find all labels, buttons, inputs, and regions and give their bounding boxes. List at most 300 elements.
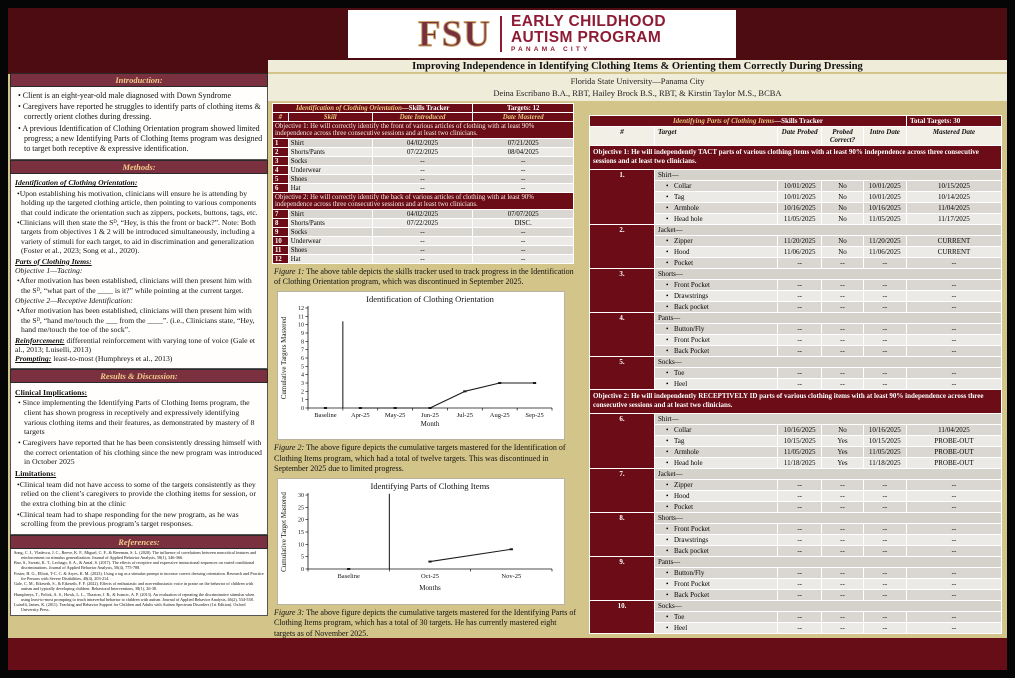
chart-title: Identification of Clothing Orientation — [366, 294, 494, 305]
group-number-cell: 3. — [590, 268, 655, 312]
x-tick-label: Jun-25 — [421, 412, 439, 420]
row-number-cell: 12 — [273, 255, 289, 264]
group-name-cell: Jacket— — [655, 468, 1002, 479]
table-header-row — [590, 127, 1002, 146]
targets-count-cell: Targets: 12 — [473, 104, 574, 113]
probed-correct-cell: -- — [822, 257, 863, 268]
mastered-date-cell: -- — [907, 290, 1002, 301]
row-number-cell: 9 — [273, 228, 289, 237]
bullet-icon: • — [666, 258, 669, 267]
bullet-icon: • — [666, 458, 669, 467]
figure2-chart-box — [277, 291, 565, 440]
right-column — [589, 115, 1003, 663]
intro-date-cell: -- — [863, 257, 906, 268]
y-tick-label: 15 — [298, 530, 304, 537]
row-number-cell: 10 — [273, 237, 289, 246]
mastered-date-cell: PROBE-OUT — [907, 457, 1002, 468]
bullet-icon: • — [666, 579, 669, 588]
objective-row — [273, 122, 574, 139]
row-number-cell: 11 — [273, 246, 289, 255]
date-introduced-cell: -- — [372, 157, 473, 166]
x-tick-label: Nov-25 — [501, 573, 522, 581]
line-label: Prompting: — [15, 354, 52, 364]
y-tick-label: 4 — [301, 373, 304, 380]
date-probed-cell: -- — [778, 490, 822, 501]
target-label: Pocket — [674, 502, 694, 511]
probed-correct-cell: -- — [822, 479, 863, 490]
group-name-cell: Socks— — [655, 600, 1002, 611]
probed-correct-cell: No — [822, 180, 863, 191]
intro-date-cell: -- — [863, 323, 906, 334]
data-point-marker — [498, 382, 501, 384]
mastered-date-cell: PROBE-OUT — [907, 446, 1002, 457]
target-cell — [655, 213, 778, 224]
target-cell — [655, 457, 778, 468]
skill-cell: Shorts/Pants — [288, 219, 372, 228]
bullet-item: •Clinical team had to shape responding for the new program, as he was scrolling from the previous program’s target responses. — [17, 509, 239, 529]
figure3-line-chart — [278, 479, 562, 599]
fsu-logo-letters: FSU — [418, 13, 491, 55]
date-introduced-cell: 07/22/2025 — [372, 219, 473, 228]
table-title-italic: Identification of Clothing Orientation — [295, 104, 402, 112]
intro-date-cell: -- — [863, 534, 906, 545]
x-tick-label: May-25 — [384, 412, 406, 420]
intro-date-cell: -- — [863, 345, 906, 356]
target-cell — [655, 501, 778, 512]
date-mastered-cell: -- — [473, 175, 574, 184]
y-tick-label: 7 — [301, 348, 304, 355]
fsu-logo — [348, 10, 736, 58]
reference-entry: Luiselli, James, K. (2011). Teaching and Behavior Support for Children and Adults with Autism Spectrum Disorders (1st Edition). Oxford University Press. — [14, 602, 246, 612]
reference-entry: Gale, C. M., Eikeseth, S., & Eikeseth, F. F. (2022). Effects of enthusiastic and non-enthusiastic voice in praise on the behavior of children with autism and typically developing children. Behavioral Interventions, 38(1), 26-38. — [14, 581, 254, 592]
date-mastered-cell: 07/21/2025 — [473, 139, 574, 148]
bullet-icon: • — [666, 623, 669, 632]
data-point-marker — [359, 407, 362, 409]
probed-correct-cell: -- — [822, 367, 863, 378]
table-row — [273, 219, 574, 228]
bullet-item: •Clinical team did not have access to some of the targets consistently as they relied on the client’s caregivers to provide the clothing items for session, or the extra clothing bin at the clinic — [17, 479, 256, 509]
bullet-item: •Clinicians will then state the Sᴰ, “Hey, is this the front or back?”. Note: Both targets from objectives 1 & 2 will be introduced simultaneously, including a variety of stimuli for each target, to aid in discrimination and generalization (Foster et al., 2023; Song et al., 2020). — [17, 217, 256, 256]
x-tick-label: Baseline — [314, 412, 337, 420]
target-cell — [655, 367, 778, 378]
date-probed-cell: -- — [778, 501, 822, 512]
date-probed-cell: -- — [778, 378, 822, 389]
references-content — [10, 549, 268, 616]
group-number-cell: 2. — [590, 224, 655, 268]
target-label: Toe — [674, 368, 685, 377]
group-number-cell: 8. — [590, 512, 655, 556]
y-tick-label: 0 — [301, 406, 304, 413]
intro-date-cell: -- — [863, 290, 906, 301]
target-cell — [655, 622, 778, 633]
probed-correct-cell: Yes — [822, 446, 863, 457]
column-header: Date Probed — [778, 127, 822, 146]
data-point-marker — [428, 407, 431, 409]
target-label: Zipper — [674, 480, 693, 489]
data-point-marker — [463, 391, 466, 393]
target-cell — [655, 180, 778, 191]
date-probed-cell: 10/16/2025 — [778, 424, 822, 435]
skill-cell: Hat — [288, 184, 372, 193]
mastered-date-cell: -- — [907, 323, 1002, 334]
date-introduced-cell: -- — [372, 228, 473, 237]
table-row — [273, 255, 574, 264]
target-label: Hood — [674, 491, 690, 500]
probed-correct-cell: -- — [822, 611, 863, 622]
target-cell — [655, 235, 778, 246]
bullet-icon: • — [666, 214, 669, 223]
target-label: Tag — [674, 192, 685, 201]
y-tick-label: 12 — [298, 306, 304, 313]
table-row — [273, 237, 574, 246]
figure1-caption — [274, 267, 576, 287]
intro-date-cell: -- — [863, 378, 906, 389]
section-header-results: Results & Discussion: — [10, 369, 268, 383]
target-cell — [655, 378, 778, 389]
group-number-cell: 7. — [590, 468, 655, 512]
skill-cell: Socks — [288, 157, 372, 166]
bullet-item: •Upon establishing his motivation, clinicians will ensure he is attending by holding up the targeted clothing article, then pointing to various components that could indicate the orientation such as zippers, pockets, buttons, tags, etc. — [17, 188, 258, 217]
target-label: Front Pocket — [674, 280, 710, 289]
group-name-cell: Pants— — [655, 312, 1002, 323]
mastered-date-cell: -- — [907, 279, 1002, 290]
row-number-cell: 3 — [273, 157, 289, 166]
date-probed-cell: -- — [778, 301, 822, 312]
target-cell — [655, 490, 778, 501]
y-tick-label: 11 — [298, 314, 304, 321]
mastered-date-cell: 11/17/2025 — [907, 213, 1002, 224]
y-axis-title: Cumulative Targets Mastered — [280, 317, 288, 400]
probed-correct-cell: -- — [822, 589, 863, 600]
objective-row — [590, 146, 1002, 170]
column-header: # — [273, 113, 289, 122]
poster-slide — [8, 8, 1007, 670]
group-number-cell: 9. — [590, 556, 655, 600]
data-point-marker — [510, 548, 513, 550]
probed-correct-cell: -- — [822, 578, 863, 589]
table-row — [273, 246, 574, 255]
mastered-date-cell: -- — [907, 545, 1002, 556]
objective-line: Objective 1—Tacting: — [15, 265, 83, 275]
group-header-row — [590, 413, 1002, 424]
mastered-date-cell: CURRENT — [907, 246, 1002, 257]
y-tick-label: 0 — [301, 567, 304, 574]
probed-correct-cell: -- — [822, 567, 863, 578]
column-header: Skill — [288, 113, 372, 122]
mastered-date-cell: -- — [907, 622, 1002, 633]
bullet-icon: • — [666, 612, 669, 621]
bullet-icon: • — [666, 203, 669, 212]
intro-date-cell: 10/16/2025 — [863, 424, 906, 435]
date-introduced-cell: 07/22/2025 — [372, 148, 473, 157]
intro-date-cell: -- — [863, 490, 906, 501]
affiliation: Florida State University—Panama City — [570, 76, 705, 86]
y-tick-label: 25 — [298, 505, 304, 512]
intro-date-cell: 11/20/2025 — [863, 235, 906, 246]
skill-cell: Shorts/Pants — [288, 148, 372, 157]
target-label: Heel — [674, 623, 688, 632]
section-header-references: References: — [10, 535, 268, 549]
mastered-date-cell: -- — [907, 567, 1002, 578]
reference-entry: Bao, S., Sweatt, K. T., Lechago, S. A., & Antal, S. (2017). The effects of receptive and expressive instructional sequences on varied conditional discriminations. Journal of Applied Behavior Analysis, 50(4), 775-788. — [14, 560, 255, 571]
probed-correct-cell: No — [822, 235, 863, 246]
data-point-marker — [394, 407, 397, 409]
bullet-icon: • — [666, 535, 669, 544]
bullet-icon: • — [666, 590, 669, 599]
intro-date-cell: -- — [863, 334, 906, 345]
intro-date-cell: -- — [863, 279, 906, 290]
group-number-cell: 10. — [590, 600, 655, 633]
probed-correct-cell: -- — [822, 279, 863, 290]
figure2-caption-text: The above figure depicts the cumulative targets mastered for the Identification of Clothing Items program, which had a total of twelve targets. This was discontinued in September 2025 due to limited progress. — [274, 443, 566, 473]
date-probed-cell: 10/01/2025 — [778, 180, 822, 191]
mastered-date-cell: -- — [907, 490, 1002, 501]
group-header-row — [590, 268, 1002, 279]
bullet-icon: • — [666, 335, 669, 344]
skill-cell: Shirt — [288, 139, 372, 148]
probed-correct-cell: -- — [822, 501, 863, 512]
table-title-italic: Identifying Parts of Clothing Items — [672, 117, 775, 125]
chart-background — [278, 479, 562, 599]
mastered-date-cell: -- — [907, 479, 1002, 490]
target-label: Front Pocket — [674, 335, 710, 344]
mastered-date-cell: -- — [907, 301, 1002, 312]
target-cell — [655, 301, 778, 312]
bullet-icon: • — [666, 192, 669, 201]
group-number-cell: 5. — [590, 356, 655, 389]
title-strip — [268, 60, 1007, 74]
row-number-cell: 6 — [273, 184, 289, 193]
line-label: Reinforcement: — [15, 335, 65, 345]
header-band-left-extension — [8, 60, 268, 74]
column-header: Probed Correct? — [822, 127, 863, 146]
date-mastered-cell: -- — [473, 237, 574, 246]
group-name-cell: Pants— — [655, 556, 1002, 567]
target-cell — [655, 323, 778, 334]
intro-date-cell: -- — [863, 589, 906, 600]
date-mastered-cell: 08/04/2025 — [473, 148, 574, 157]
sub-heading: Clinical Implications: — [15, 387, 88, 397]
row-number-cell: 4 — [273, 166, 289, 175]
date-probed-cell: -- — [778, 257, 822, 268]
target-cell — [655, 424, 778, 435]
figure1-caption-text: The above table depicts the skills tracker used to track progress in the Identification of Clothing Orientation program, which was discontinued in September 2025. — [274, 267, 574, 287]
mastered-date-cell: -- — [907, 501, 1002, 512]
date-probed-cell: 10/16/2025 — [778, 202, 822, 213]
mastered-date-cell: -- — [907, 523, 1002, 534]
column-header: Date Mastered — [473, 113, 574, 122]
probed-correct-cell: No — [822, 213, 863, 224]
middle-column — [272, 103, 578, 643]
date-introduced-cell: -- — [372, 255, 473, 264]
probed-correct-cell: Yes — [822, 457, 863, 468]
target-cell — [655, 523, 778, 534]
bullet-icon: • — [666, 291, 669, 300]
table-row — [273, 175, 574, 184]
probed-correct-cell: -- — [822, 345, 863, 356]
y-tick-label: 1 — [301, 398, 304, 405]
bullet-item: • Client is an eight-year-old male diagnosed with Down Syndrome — [18, 91, 232, 100]
date-probed-cell: -- — [778, 523, 822, 534]
group-number-cell: 4. — [590, 312, 655, 356]
logo-divider — [500, 16, 502, 52]
group-number-cell: 1. — [590, 169, 655, 224]
subtitle-strip — [268, 74, 1007, 101]
section-header-methods: Methods: — [10, 160, 268, 174]
probed-correct-cell: -- — [822, 622, 863, 633]
column-header: # — [590, 127, 655, 146]
introduction-content — [10, 87, 268, 160]
data-point-marker — [428, 561, 431, 563]
date-introduced-cell: -- — [372, 184, 473, 193]
group-header-row — [590, 556, 1002, 567]
date-mastered-cell: -- — [473, 184, 574, 193]
date-probed-cell: -- — [778, 290, 822, 301]
date-mastered-cell: DISC. — [473, 219, 574, 228]
row-number-cell: 8 — [273, 219, 289, 228]
row-number-cell: 7 — [273, 210, 289, 219]
target-label: Collar — [674, 181, 692, 190]
bullet-item: • Caregivers have reported that he has been consistently dressing himself with the correct orientation of his clothing since the new program was introduced in October 2025 — [18, 438, 262, 467]
section-header-introduction: Introduction: — [10, 73, 268, 87]
table-row — [273, 210, 574, 219]
probed-correct-cell: No — [822, 191, 863, 202]
date-probed-cell: -- — [778, 589, 822, 600]
mastered-date-cell: -- — [907, 345, 1002, 356]
group-header-row — [590, 312, 1002, 323]
table-row — [273, 228, 574, 237]
date-probed-cell: 11/18/2025 — [778, 457, 822, 468]
date-probed-cell: -- — [778, 334, 822, 345]
x-tick-label: Aug-25 — [489, 412, 510, 420]
objective-cell: Objective 2: He will independently RECEPTIVELY ID parts of various clothing items with at least 90% independence across three consecutive sessions and at least two clinicians. — [590, 389, 1002, 413]
target-cell — [655, 257, 778, 268]
labeled-line — [15, 336, 263, 355]
group-header-row — [590, 356, 1002, 367]
group-header-row — [590, 468, 1002, 479]
probed-correct-cell: Yes — [822, 435, 863, 446]
row-number-cell: 2 — [273, 148, 289, 157]
target-cell — [655, 279, 778, 290]
date-mastered-cell: -- — [473, 228, 574, 237]
intro-date-cell: -- — [863, 545, 906, 556]
target-label: Button/Fly — [674, 324, 705, 333]
probed-correct-cell: -- — [822, 290, 863, 301]
target-label: Hood — [674, 247, 690, 256]
y-tick-label: 30 — [298, 493, 304, 500]
figure3-caption-text: The above figure depicts the cumulative targets mastered for the Identifying Parts of Clothing Items program, which has a total of 30 targets. He has currently mastered eight targets as of November 2025. — [274, 608, 576, 638]
bullet-icon: • — [666, 280, 669, 289]
x-axis-title: Months — [419, 584, 441, 593]
date-mastered-cell: 07/07/2025 — [473, 210, 574, 219]
skill-cell: Underwear — [288, 166, 372, 175]
target-cell — [655, 589, 778, 600]
column-header: Target — [655, 127, 778, 146]
skill-cell: Shirt — [288, 210, 372, 219]
mastered-date-cell: -- — [907, 257, 1002, 268]
date-probed-cell: -- — [778, 545, 822, 556]
skill-cell: Hat — [288, 255, 372, 264]
objective-cell: Objective 1: He will correctly identify the front of various articles of clothing with at least 90% independence across three consecutive sessions and at least two clinicians. — [273, 122, 574, 139]
intro-date-cell: 10/15/2025 — [863, 435, 906, 446]
x-tick-label: Sep-25 — [525, 412, 544, 420]
y-tick-label: 8 — [301, 339, 304, 346]
group-name-cell: Shirt— — [655, 169, 1002, 180]
bullet-item: • Caregivers have reported he struggles to identify parts of clothing items & correctly orient clothes during dressing. — [18, 102, 261, 122]
intro-date-cell: -- — [863, 611, 906, 622]
target-label: Collar — [674, 425, 692, 434]
bullet-icon: • — [666, 379, 669, 388]
bullet-item: • A previous Identification of Clothing Orientation program showed limited progress; a new Identifying Parts of Clothing Items program was designed to target both receptive & expressive identification. — [18, 123, 263, 154]
mastered-date-cell: -- — [907, 378, 1002, 389]
poster-title: Improving Independence in Identifying Clothing Items & Orienting them Correctly During Dressing — [412, 60, 863, 72]
y-tick-label: 9 — [301, 331, 304, 338]
target-label: Toe — [674, 612, 685, 621]
intro-date-cell: 11/18/2025 — [863, 457, 906, 468]
table-title-rest: —Skills Tracker — [401, 104, 450, 112]
bullet-icon: • — [666, 425, 669, 434]
intro-date-cell: -- — [863, 567, 906, 578]
figure3-caption — [274, 608, 576, 639]
target-label: Armhole — [674, 447, 699, 456]
date-probed-cell: 11/06/2025 — [778, 246, 822, 257]
logo-line-1: EARLY CHILDHOOD — [510, 13, 666, 31]
x-axis-title: Month — [420, 420, 440, 429]
mastered-date-cell: -- — [907, 334, 1002, 345]
bullet-icon: • — [666, 546, 669, 555]
reference-entry: Foster, H. G., Elliott, T-C. C. & Aryes, K. M. (2023). Using a tag as a stimulus prompt to increase correct dressing orientation. Research and Practice for Persons with Severe Disabilities, 48(4), 203-214. — [14, 570, 264, 581]
logo-subtitle: PANAMA CITY — [510, 46, 591, 54]
date-probed-cell: -- — [778, 622, 822, 633]
objective-row — [590, 389, 1002, 413]
parts-skills-tracker-table — [589, 115, 1002, 634]
date-probed-cell: -- — [778, 567, 822, 578]
intro-date-cell: 10/01/2025 — [863, 191, 906, 202]
table-row — [273, 139, 574, 148]
table-title-cell — [273, 104, 473, 113]
figure1-caption-label: Figure 1: — [274, 267, 305, 276]
bullet-item: •After motivation has been established, clinicians will then present him with the Sᴰ, “hand me/touch the ___ from the ____”. (i.e., Clinicians state, “Hey, hand me/touch the toe of the sock”. — [17, 306, 255, 335]
mastered-date-cell: CURRENT — [907, 235, 1002, 246]
intro-date-cell: 11/05/2025 — [863, 213, 906, 224]
mastered-date-cell: -- — [907, 534, 1002, 545]
group-number-cell: 6. — [590, 413, 655, 468]
intro-date-cell: -- — [863, 622, 906, 633]
date-mastered-cell: -- — [473, 166, 574, 175]
probed-correct-cell: -- — [822, 323, 863, 334]
target-cell — [655, 611, 778, 622]
mastered-date-cell: PROBE-OUT — [907, 435, 1002, 446]
table-title-rest: —Skills Tracker — [774, 117, 824, 125]
bullet-icon: • — [666, 502, 669, 511]
probed-correct-cell: -- — [822, 534, 863, 545]
mastered-date-cell: -- — [907, 367, 1002, 378]
mastered-date-cell: -- — [907, 611, 1002, 622]
target-cell — [655, 191, 778, 202]
y-tick-label: 2 — [301, 389, 304, 396]
group-name-cell: Shirt— — [655, 413, 1002, 424]
x-tick-label: Apr-25 — [350, 412, 370, 420]
x-tick-label: Jul-25 — [456, 412, 473, 420]
row-number-cell: 5 — [273, 175, 289, 184]
date-mastered-cell: -- — [473, 255, 574, 264]
intro-date-cell: -- — [863, 578, 906, 589]
figure3-chart-box — [277, 478, 565, 605]
date-probed-cell: 11/20/2025 — [778, 235, 822, 246]
line-text: differential reinforcement with varying tone of voice (Gale et al., 2013; Luiselli, 2013) — [15, 335, 256, 355]
bullet-icon: • — [666, 568, 669, 577]
authors: Deina Escribano B.A., RBT, Hailey Brock B.S., RBT, & Kirstin Taylor M.S., BCBA — [493, 88, 782, 98]
